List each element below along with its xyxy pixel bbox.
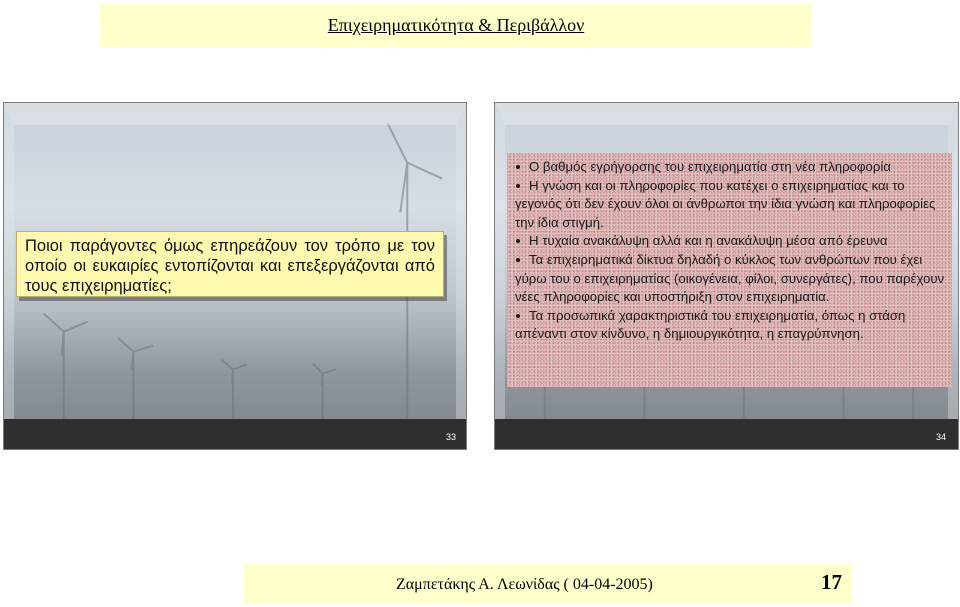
slide-number: 34 xyxy=(935,432,946,442)
bullet-item xyxy=(515,158,946,177)
slide-number: 33 xyxy=(445,432,456,442)
bullet-dot-icon xyxy=(516,165,520,169)
slide-thumbnail-33[interactable] xyxy=(3,102,467,450)
bullet-item xyxy=(515,177,946,233)
bullet-dot-icon xyxy=(516,184,520,188)
bullet-dot-icon xyxy=(516,314,520,318)
bullet-text: Τα επιχειρηματικά δίκτυα δηλαδή ο κύκλος των ανθρώπων που έχει γύρω του ο επιχειρηματίας (οικογένεια, φίλοι, συνεργάτες), που παρέχουν νέες πληροφορίες και υποστήριξη στον επιχειρηματία. xyxy=(515,251,945,305)
page-number: 17 xyxy=(821,570,842,594)
bullet-item xyxy=(515,307,946,344)
question-box xyxy=(16,231,444,297)
bullet-dot-icon xyxy=(516,258,520,262)
footer-band xyxy=(244,564,852,604)
slide-footer-strip xyxy=(495,419,958,449)
bullet-text: Η τυχαία ανακάλυψη αλλά και η ανακάλυψη μέσα από έρευνα xyxy=(529,233,888,249)
bullet-list xyxy=(515,158,946,344)
content-box xyxy=(507,153,952,387)
bullet-text: Τα προσωπικά χαρακτηριστικά του επιχειρηματία, όπως η στάση απέναντι στον κίνδυνο, η δημιουργικότητα, η επαγρύπνηση. xyxy=(515,307,906,342)
bullet-text: Η γνώση και οι πληροφορίες που κατέχει ο επιχειρηματίας και το γεγονός ότι δεν έχουν όλοι οι άνθρωποι την ίδια γνώση και πληροφορίες την ίδια στιγμή. xyxy=(515,177,936,230)
slide-footer-strip xyxy=(4,419,466,449)
question-text: Ποιοι παράγοντες όμως επηρεάζουν τον τρόπο με τον οποίο οι ευκαιρίες εντοπίζονται και επεξεργάζονται από τους επιχειρηματίες; xyxy=(25,237,435,295)
slide-thumbnail-34[interactable] xyxy=(494,102,959,450)
bullet-item xyxy=(515,251,946,307)
bullet-text: Ο βαθμός εγρήγορσης του επιχειρηματία στη νέα πληροφορία xyxy=(529,159,891,174)
header-band xyxy=(100,3,812,47)
bullet-item xyxy=(515,232,946,251)
header-title: Επιχειρηματικότητα & Περιβάλλον xyxy=(327,14,585,35)
footer-author: Ζαμπετάκης Α. Λεωνίδας ( 04-04-2005) xyxy=(396,576,653,593)
